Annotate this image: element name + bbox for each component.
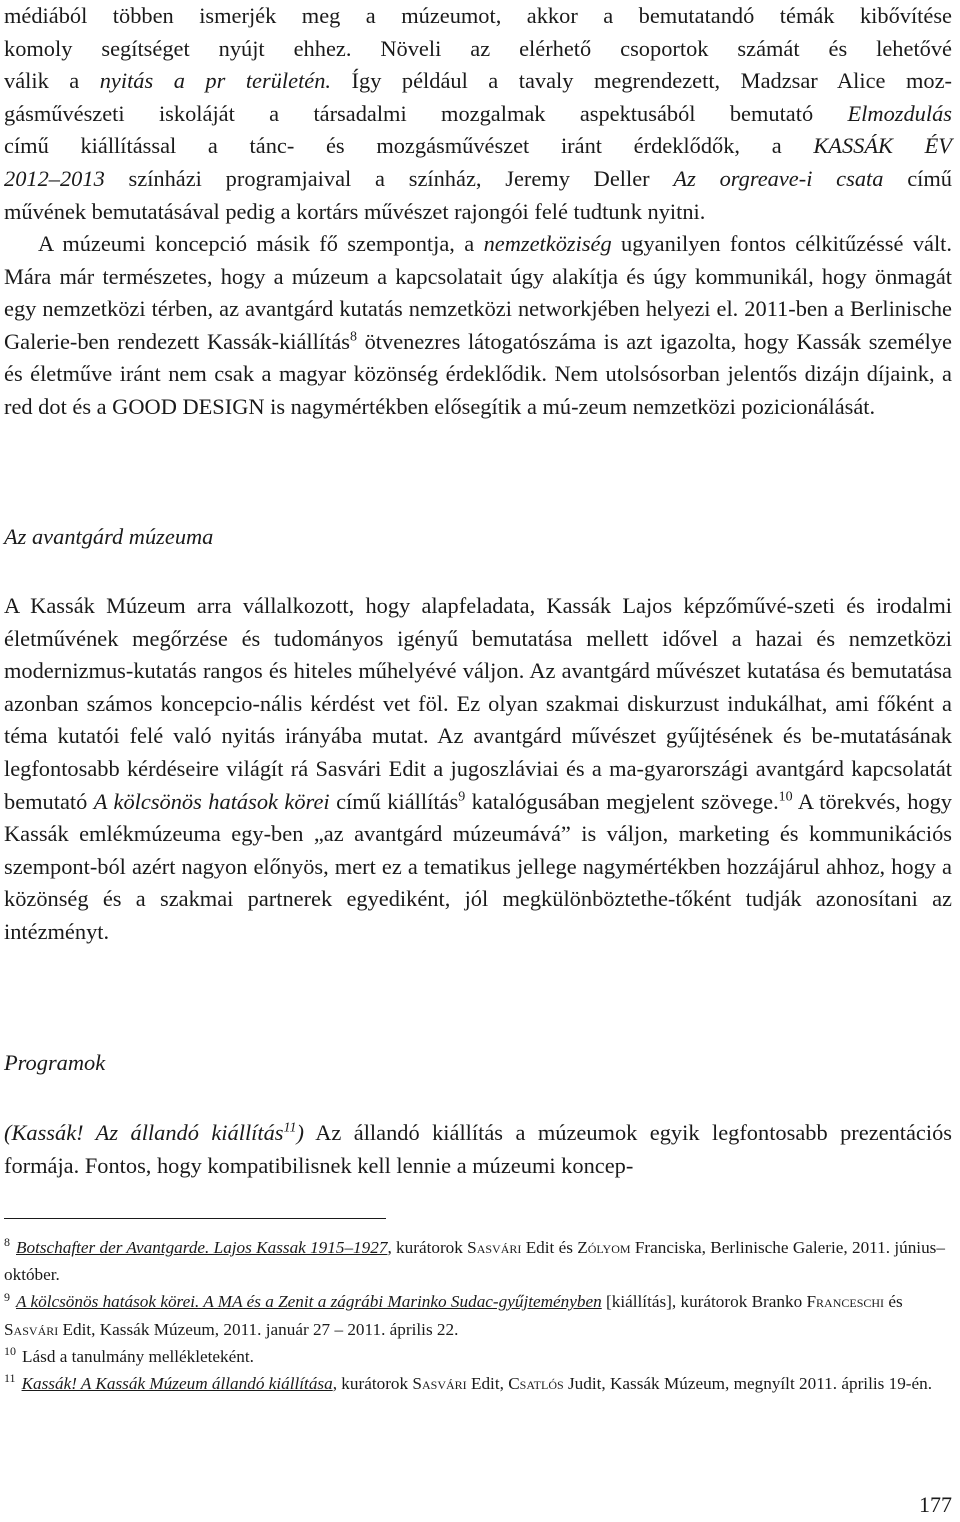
paragraph-permanent-exhibition [4, 1117, 952, 1182]
section-heading-programs: Programok [4, 1050, 106, 1075]
text-run: , kurátorok [387, 1238, 468, 1257]
text-line: című [883, 165, 952, 191]
footnote-ref-9: 9 [458, 789, 466, 805]
footnote-10 [4, 1343, 952, 1370]
footnote-link[interactable]: Kassák! A Kassák Múzeum állandó kiállítása [21, 1374, 333, 1394]
text-run: Judit, Kassák Múzeum, megnyílt 2011. április 19-én. [563, 1374, 933, 1394]
footnotes [4, 1234, 952, 1397]
page-number: 177 [919, 1492, 952, 1517]
text-run: ötvenezres látogatószáma is azt igazolta, hogy Kassák személye és életműve iránt nem csak a magyar közönség érdeklődik. Nem utolsósorban jelentős dizájn díjaink, a red dot és a GOOD DESIGN is nagymértékben elősegítik a mú-zeum nemzetközi pozicionálását. [4, 328, 952, 419]
footnote-ref-11: 11 [283, 1120, 297, 1136]
text-run: A múzeumi koncepció másik fő szempontja, a [38, 231, 484, 256]
text-run: című kiállítás [329, 788, 459, 814]
paragraph-avantgarde [4, 590, 952, 949]
text-run: , kurátorok [332, 1374, 413, 1394]
text-line: művének bemutatásával pedig a kortárs művészet rajongói felé tudtunk nyitni. [4, 198, 706, 224]
text-run: ugyanilyen fontos célkitűzéssé vált. Mára már természetes, hogy a múzeum a kapcsolatait úgy alakítja és úgy kommunikál, hogy önmagát egy nemzetközi térben, az avantgárd kutatás nemzetközi networkjében helyezi el. 2011-ben a Berlinische Galerie-ben rendezett Kassák-kiállítás [4, 231, 953, 354]
footnote-link[interactable]: A kölcsönös hatások körei. A MA és a Zenit a zágrábi Marinko Sudac-gyűjteményben [16, 1292, 602, 1312]
text-line: gásművészeti iskoláját a társadalmi mozgalmak aspektusából bemutató [4, 100, 848, 126]
text-run: A törekvés, hogy Kassák emlékmúzeuma egy-ben „az avantgárd múzeumává” is váljon, marketing és kommunikációs szempont-ból azért nagyon előnyös, mert ez a tematikus jellege nagymértékben hozzájárul ahhoz, hogy a közönség és a szakmai partnerek egyediként, jól megkülönböztethe-tőként tudják azonosítani az intézményt. [4, 788, 952, 944]
footnote-11 [4, 1370, 952, 1397]
text-line: Így például a tavaly megrendezett, Madzsar Alice moz- [331, 68, 953, 94]
text-run: Az állandó kiállítás a múzeumok egyik legfontosabb prezentációs formája. Fontos, hogy kompatibilisnek kell lennie a múzeumi koncep- [4, 1120, 952, 1178]
italic-title: (Kassák! Az állandó kiállítás [4, 1120, 284, 1145]
name-smallcaps: Franceschi [806, 1292, 885, 1312]
text-run: Franciska, Berlinische Galerie, 2011. június–október. [4, 1238, 945, 1285]
footnote-9 [4, 1288, 952, 1342]
italic-term: nemzetköziség [483, 231, 612, 256]
name-smallcaps: Sasvári [467, 1238, 522, 1257]
text-run: Edit, Kassák Múzeum, 2011. január 27 – 2011. április 22. [58, 1319, 459, 1339]
paragraph-media [4, 0, 952, 228]
text-run: és [884, 1292, 903, 1312]
footnote-link[interactable]: Botschafter der Avantgarde. Lajos Kassak 1915–1927 [16, 1238, 388, 1257]
footnote-separator [4, 1218, 386, 1219]
text-run: Lásd a tanulmány mellékleteként. [22, 1346, 254, 1366]
section-heading-avantgarde: Az avantgárd múzeuma [4, 524, 214, 549]
italic-title: KASSÁK ÉV [813, 133, 952, 159]
italic-paren: ) [296, 1120, 304, 1145]
name-smallcaps: Sasvári [4, 1319, 59, 1339]
text-run: Edit, [466, 1374, 509, 1394]
name-smallcaps: Zólyom [577, 1238, 631, 1257]
name-smallcaps: Csatlós [508, 1374, 564, 1394]
italic-phrase: nyitás a pr területén. [99, 68, 332, 94]
italic-title: A kölcsönös hatások körei [93, 788, 330, 814]
italic-title: 2012–2013 [4, 165, 105, 191]
footnote-ref-8: 8 [349, 329, 357, 345]
text-run: A Kassák Múzeum arra vállalkozott, hogy alapfeladata, Kassák Lajos képzőművé-szeti és irodalmi életművének megőrzése és tudományos igényű bemutatása mellett idővel a hazai és nemzetközi modernizmus-kutatás rangos és hiteles műhelyévé váljon. Az avantgárd művészet kutatása és bemutatása azonban számos koncepcio-nális kérdést vet föl. Ez olyan szakmai diskurzust indukálhat, ami főként a téma kutatói felé való nyitás irányába mutat. Az avantgárd művészet gyűjtésének és be-mutatásának legfontosabb kérdéseire világít rá Sasvári Edit a jugoszláviai és a ma-gyarországi avantgárd kapcsolatát bemutató [4, 593, 952, 814]
footnote-number: 10 [4, 1344, 16, 1359]
footnote-ref-10: 10 [778, 789, 793, 805]
footnote-8 [4, 1234, 952, 1288]
text-run: [kiállítás], kurátorok Branko [601, 1292, 807, 1312]
text-line: című kiállítással a tánc- és mozgásművészet iránt érdeklődők, a [4, 133, 814, 159]
footnote-number: 11 [4, 1371, 16, 1386]
footnote-number: 8 [4, 1235, 10, 1250]
text-line: színházi programjaival a színház, Jeremy Deller [104, 165, 674, 191]
italic-title: Az orgreave-i csata [673, 165, 884, 191]
italic-title: Elmozdulás [847, 100, 952, 126]
text-run: katalógusában megjelent szövege. [465, 788, 779, 814]
paragraph-international [4, 228, 952, 424]
text-run: Edit és [521, 1238, 578, 1257]
text-line: komoly segítséget nyújt ehhez. Növeli az elérhető csoportok számát és lehetővé [4, 35, 952, 61]
text-line: válik a [4, 68, 100, 94]
text-line: médiából többen ismerjék meg a múzeumot, akkor a bemutatandó témák kibővítése [4, 3, 952, 28]
footnote-number: 9 [4, 1289, 10, 1304]
name-smallcaps: Sasvári [412, 1374, 467, 1394]
